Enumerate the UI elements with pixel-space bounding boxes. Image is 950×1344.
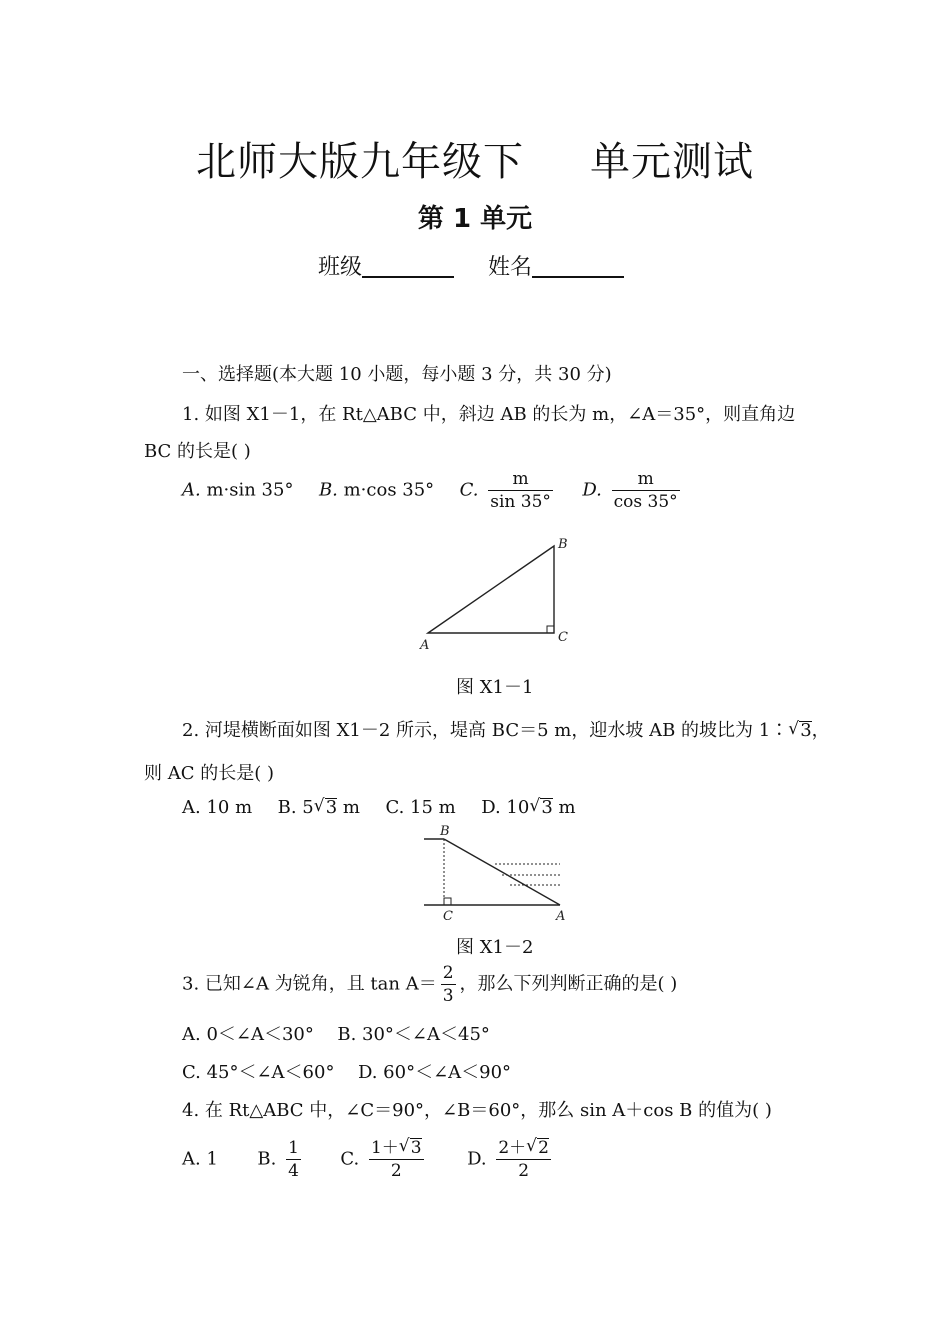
q3-optC: C. 45°＜∠A＜60° <box>182 1062 335 1083</box>
label-a: A <box>556 909 566 924</box>
q4-options <box>182 1137 555 1182</box>
q2-line1 <box>182 716 830 742</box>
q2-optA: A. 10 m <box>182 797 253 818</box>
name-label: 姓名 <box>488 255 533 280</box>
q2-optD: D. 10√ 3 m <box>481 797 575 818</box>
sqrt-3: √ 3 <box>799 721 811 740</box>
right-angle-mark <box>547 626 554 633</box>
class-name-line <box>318 250 624 281</box>
label-b: B <box>558 537 568 552</box>
class-label: 班级 <box>318 255 363 280</box>
fig-x1-2-caption: 图 X1－2 <box>456 937 534 958</box>
q1-options <box>182 468 684 513</box>
unit-heading: 第 1 单元 <box>417 204 533 234</box>
label-c: C <box>443 909 453 924</box>
class-blank <box>362 256 454 278</box>
q2-line2: 则 AC 的长是( ) <box>144 763 274 784</box>
q1-optA-text: m·sin 35° <box>200 479 294 501</box>
label-c: C <box>558 630 568 645</box>
q1-optD-fraction: $\frac{m}{\cos 35^\circ}$ <box>613 469 678 512</box>
q1-optD-label: D. <box>582 479 602 501</box>
q4-optD-fraction: $\frac{2+√ 2}{2}$ <box>496 1137 551 1182</box>
q2-line1-end: ， <box>811 720 830 741</box>
q2-optB: B. 5√ 3 m <box>278 797 360 818</box>
q4-optB-label: B. <box>257 1148 277 1170</box>
label-b: B <box>440 824 450 839</box>
q1-optB-text: m·cos 35° <box>337 479 435 501</box>
label-a: A <box>420 638 430 653</box>
figure-x1-2 <box>418 822 578 924</box>
name-blank <box>532 256 624 278</box>
q3-options-row1 <box>182 1020 490 1046</box>
q3-optA: A. 0＜∠A＜30° <box>182 1024 314 1045</box>
right-angle-mark <box>444 898 451 905</box>
q3-fraction: $\frac{2}{3}$ <box>442 963 454 1006</box>
q2-line1-text: 2. 河堤横断面如图 X1－2 所示，堤高 BC＝5 m，迎水坡 AB 的坡比为 1∶ <box>182 720 789 741</box>
section-heading: 一、选择题(本大题 10 小题，每小题 3 分，共 30 分) <box>182 364 612 385</box>
q1-optB-label: B. <box>318 479 338 501</box>
q3-optD: D. 60°＜∠A＜90° <box>357 1062 512 1083</box>
q3-line1-end: ，那么下列判断正确的是( ) <box>459 973 678 995</box>
triangle-abc <box>428 546 554 633</box>
title-right: 单元测试 <box>590 139 754 185</box>
q1-line1: 1. 如图 X1－1，在 Rt△ABC 中，斜边 AB 的长为 m，∠A＝35°，则直角边 <box>182 404 796 425</box>
q1-line2: BC 的长是( ) <box>144 441 251 462</box>
figure-x1-1 <box>410 530 590 655</box>
q4-optB-fraction: $\frac{1}{4}$ <box>288 1138 299 1181</box>
q4-optC-label: C. <box>340 1148 360 1170</box>
q2-optC: C. 15 m <box>385 797 456 818</box>
q1-optA-label: A. <box>182 479 201 501</box>
q1-optC-fraction: $\frac{m}{\sin 35^\circ}$ <box>490 469 551 512</box>
title-left: 北师大版九年级下 <box>196 139 524 185</box>
q2-options <box>182 797 576 818</box>
q1-optC-label: C. <box>459 479 479 501</box>
q3-optB: B. 30°＜∠A＜45° <box>337 1024 490 1045</box>
q4-optC-fraction: $\frac{1+√ 3}{2}$ <box>369 1137 424 1182</box>
q4-optD-label: D. <box>467 1148 487 1170</box>
slope-ab <box>444 839 560 905</box>
fig-x1-1-caption: 图 X1－1 <box>456 677 534 698</box>
q3-options-row2 <box>182 1058 511 1084</box>
q3-line1 <box>182 962 677 1007</box>
q3-line1-text: 3. 已知∠A 为锐角，且 tan A＝ <box>182 973 437 995</box>
q4-line1: 4. 在 Rt△ABC 中，∠C＝90°，∠B＝60°，那么 sin A＋cos B 的值为( ) <box>182 1100 772 1121</box>
q4-optA: A. 1 <box>182 1148 218 1170</box>
